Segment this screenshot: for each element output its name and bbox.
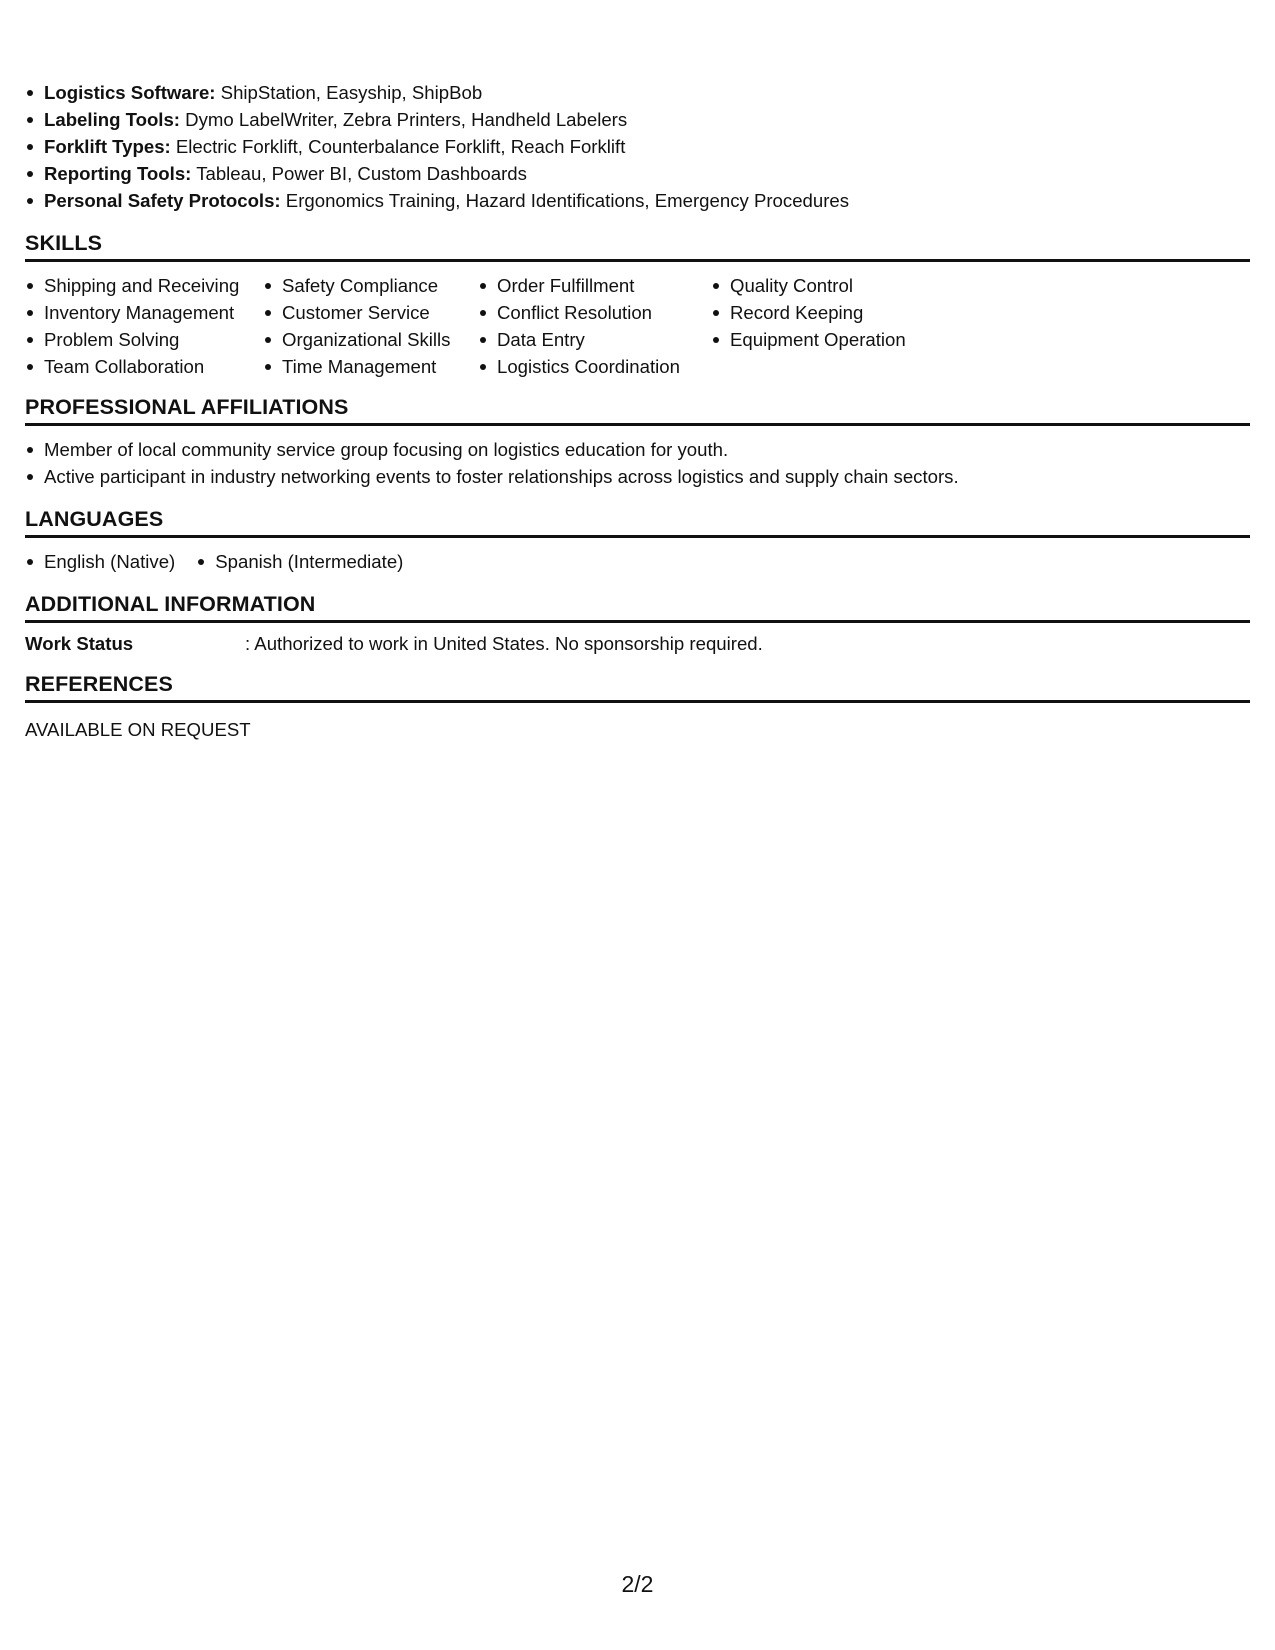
skill-item: Order Fulfillment xyxy=(478,272,680,299)
tools-item-label: Personal Safety Protocols: xyxy=(44,190,281,211)
tools-item-label: Labeling Tools: xyxy=(44,109,181,130)
skill-item: Safety Compliance xyxy=(263,272,450,299)
skill-item: Conflict Resolution xyxy=(478,299,680,326)
tools-item-label: Reporting Tools: xyxy=(44,163,192,184)
skills-column xyxy=(263,272,450,380)
skill-item: Equipment Operation xyxy=(711,326,906,353)
languages-list xyxy=(25,548,403,575)
skill-item: Shipping and Receiving xyxy=(25,272,239,299)
skills-column xyxy=(478,272,680,380)
skill-item: Time Management xyxy=(263,353,450,380)
tools-item-value: Dymo LabelWriter, Zebra Printers, Handheld Labelers xyxy=(180,109,628,130)
tools-item-label: Logistics Software: xyxy=(44,82,216,103)
skill-item: Organizational Skills xyxy=(263,326,450,353)
language-item: English (Native) xyxy=(25,548,175,575)
additional-info-heading: ADDITIONAL INFORMATION xyxy=(25,591,1250,623)
tools-item-value: ShipStation, Easyship, ShipBob xyxy=(215,82,483,103)
language-group xyxy=(196,548,403,575)
affiliation-item: Member of local community service group focusing on logistics education for youth. xyxy=(25,436,959,463)
work-status-value: : Authorized to work in United States. No sponsorship required. xyxy=(245,633,763,654)
page-number: 2/2 xyxy=(621,1571,654,1597)
tools-list xyxy=(25,79,849,214)
skill-item: Quality Control xyxy=(711,272,906,299)
tools-item-label: Forklift Types: xyxy=(44,136,171,157)
skills-column xyxy=(25,272,239,380)
language-item: Spanish (Intermediate) xyxy=(196,548,403,575)
skill-item: Logistics Coordination xyxy=(478,353,680,380)
skill-item: Data Entry xyxy=(478,326,680,353)
tools-item xyxy=(25,133,849,160)
references-heading: REFERENCES xyxy=(25,671,1250,703)
languages-heading: LANGUAGES xyxy=(25,506,1250,538)
references-text: AVAILABLE ON REQUEST xyxy=(25,719,251,740)
skills-heading: SKILLS xyxy=(25,230,1250,262)
skill-item: Record Keeping xyxy=(711,299,906,326)
tools-item xyxy=(25,79,849,106)
skill-item: Customer Service xyxy=(263,299,450,326)
tools-item-value: Tableau, Power BI, Custom Dashboards xyxy=(191,163,527,184)
skill-item: Inventory Management xyxy=(25,299,239,326)
tools-item-value: Electric Forklift, Counterbalance Forklift, Reach Forklift xyxy=(170,136,626,157)
work-status-label: Work Status xyxy=(25,633,134,654)
skill-item: Team Collaboration xyxy=(25,353,239,380)
tools-item xyxy=(25,160,849,187)
affiliation-item: Active participant in industry networking events to foster relationships across logistics and supply chain sectors. xyxy=(25,463,959,490)
tools-item-value: Ergonomics Training, Hazard Identifications, Emergency Procedures xyxy=(280,190,850,211)
language-group xyxy=(25,548,175,575)
affiliations-heading: PROFESSIONAL AFFILIATIONS xyxy=(25,394,1250,426)
tools-item xyxy=(25,106,849,133)
skill-item: Problem Solving xyxy=(25,326,239,353)
skills-column xyxy=(711,272,906,353)
tools-item xyxy=(25,187,849,214)
affiliations-list xyxy=(25,436,959,490)
